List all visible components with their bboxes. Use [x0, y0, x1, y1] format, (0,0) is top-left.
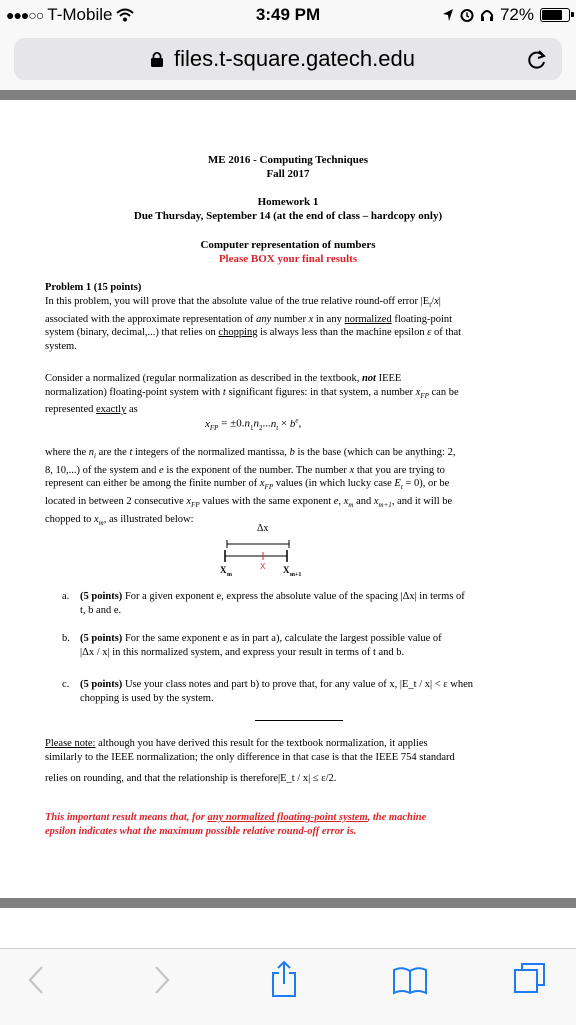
status-right: [442, 5, 570, 25]
question-b: b. (5 points) For the same exponent e as in part a), calculate the largest possible value of |Δx / x| in this normalized system, and express your result in terms of t and b.: [62, 633, 442, 658]
x-mark-label: X: [260, 562, 266, 571]
spacing-diagram: [215, 518, 315, 578]
xm-label: X: [220, 565, 227, 575]
pdf-page: [0, 100, 576, 900]
box-note: Please BOX your final results: [218, 253, 358, 265]
pdf-top-border: [0, 90, 576, 100]
problem-title: Problem 1 (15 points): [45, 282, 142, 293]
reload-icon[interactable]: [526, 47, 548, 71]
pdf-bottom-border: [0, 898, 576, 908]
signal-dots-icon: ●●●○○: [6, 7, 44, 23]
browser-toolbar: [0, 948, 576, 1025]
delta-x-label: Δx: [257, 523, 269, 534]
topic: Computer representation of numbers: [200, 239, 376, 251]
url-text: files.t-square.gatech.edu: [174, 46, 415, 71]
due-date: Due Thursday, September 14 (at the end of class – hardcopy only): [133, 210, 443, 222]
final-remark: This important result means that, for any normalized floating-point system, the machine epsilon indicates what the maximum possible relative round-off error is.: [45, 812, 427, 837]
carrier-name: T-Mobile: [47, 5, 113, 24]
please-note: Please note: although you have derived this result for the textbook normalization, it applies similarly to the IEEE normalization; the only difference in that case is that the IEEE 754 standard relies on rounding, and that the relationship is therefore|E_t / x| ≤ ε/2.: [45, 738, 455, 785]
location-arrow-icon: [442, 8, 454, 22]
fp-formula: $x_{FP} = \pm 0.n_1n_2...n_t \times b^e$,: [205, 416, 302, 432]
lock-icon: [150, 51, 164, 68]
mantissa-paragraph: where the $n_i$ are the t integers of the normalized mantissa, b is the base (which can be anything: 2, 8, 10,...) of the system and e is the exponent of the number. The number x that you are trying to represent can either be among the finite number of $x_{FP}$ values (in which lucky case $E_t = 0$), or be located in between 2 consecutive $x_{FP}$ values with the same exponent e, $x_m$ and $x_{m+1}$, and it will be chopped to $x_m$, as illustrated below:: [45, 447, 456, 527]
question-a: a. (5 points) For a given exponent e, express the absolute value of the spacing |Δx| in terms of t, b and e.: [62, 591, 465, 616]
share-icon[interactable]: [269, 959, 299, 999]
term: Fall 2017: [266, 168, 310, 180]
normalized-system-paragraph: Consider a normalized (regular normalization as described in the textbook, not IEEE normalization) floating-point system with t significant figures: in that system, a number $x_{FP}$ can be represented exactly as: [45, 373, 459, 416]
address-bar[interactable]: [14, 38, 562, 80]
headphones-icon: [480, 8, 494, 22]
battery-icon: [540, 8, 570, 22]
problem-intro: In this problem, you will prove that the absolute value of the true relative round-off error $|E_t/x|$ associated with the approximate representation of any number x in any normalized floating-point system (binary, decimal,...) that relies on chopping is always less than the machine epsilon ε of that system.: [45, 296, 462, 352]
status-bar: [0, 0, 576, 34]
bookmarks-icon[interactable]: [392, 965, 428, 995]
forward-icon[interactable]: [152, 963, 172, 997]
question-c: c. (5 points) Use your class notes and part b) to prove that, for any value of x, |E_t / x| < ε when chopping is used by the system.: [62, 679, 474, 704]
tabs-icon[interactable]: [513, 961, 547, 995]
battery-percent: 72%: [499, 5, 534, 24]
homework-title: Homework 1: [257, 196, 319, 208]
browser-bar: [0, 34, 576, 90]
xm1-sub: m+1: [290, 572, 302, 578]
course-title: ME 2016 - Computing Techniques: [207, 154, 369, 166]
back-icon[interactable]: [26, 963, 46, 997]
xm-sub: m: [227, 572, 232, 578]
separator-line: [255, 720, 343, 721]
xm1-label: X: [283, 565, 290, 575]
alarm-icon: [460, 8, 474, 22]
clock: 3:49 PM: [255, 5, 321, 24]
